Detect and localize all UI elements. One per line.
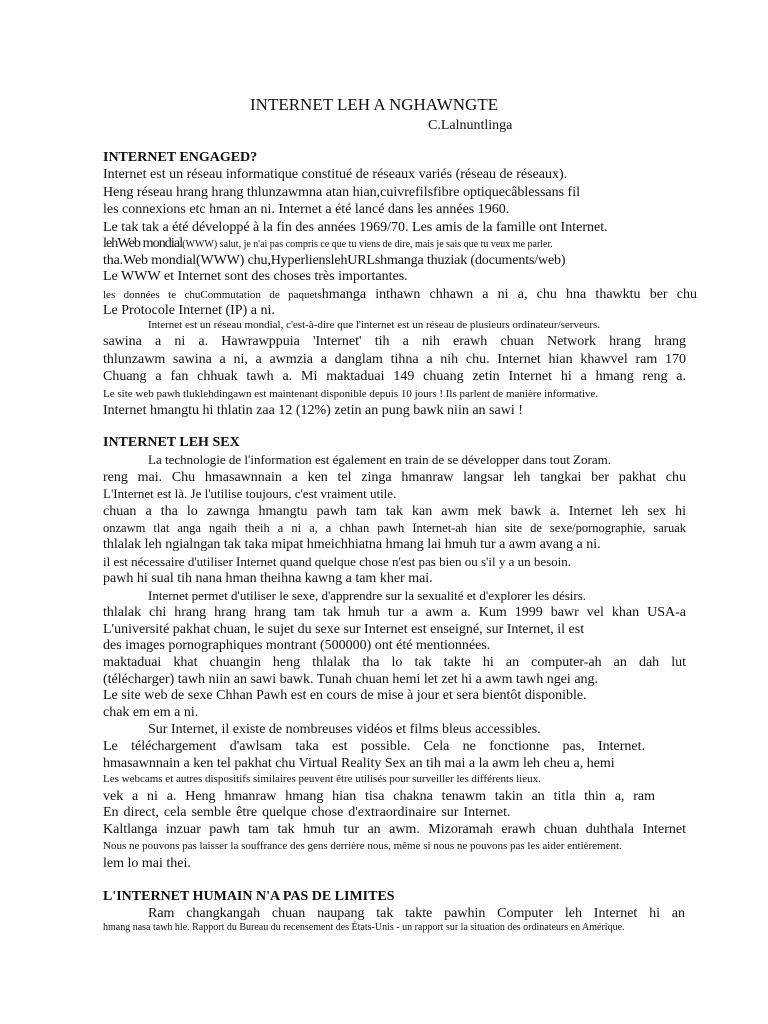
body-line: vek a ni a. Heng hmanraw hmang hian tisa chakna tenawm takin an titla thin a, ram <box>103 789 655 804</box>
body-line: thlalak leh ngialngan tak taka mipat hmeichhiatna hmang lai hmuh tur a awm avang a ni. <box>103 537 601 552</box>
body-line: L'Internet est là. Je l'utilise toujours, c'est vraiment utile. <box>103 486 397 501</box>
body-line: Sur Internet, il existe de nombreuses vidéos et films bleus accessibles. <box>148 722 541 737</box>
body-line: tha.Web mondial(WWW) chu,HyperlienslehURLshmanga thuziak (documents/web) <box>103 253 566 268</box>
body-line: des images pornographiques montrant (500000) ont été mentionnées. <box>103 638 491 653</box>
body-line: lem lo mai thei. <box>103 856 191 871</box>
body-line: Les webcams et autres dispositifs similaires peuvent être utilisés pour surveiller les différents lieux. <box>103 773 541 785</box>
body-line: onzawm tlat anga ngaih theih a ni a, a chhan pawh Internet-ah hian site de sexe/pornographie, saruak <box>103 521 686 535</box>
author-name: C.Lalnuntlinga <box>428 118 513 133</box>
body-line: En direct, cela semble être quelque chose d'extraordinaire sur Internet. <box>103 805 511 820</box>
body-line-mixed <box>103 287 697 303</box>
body-line: sawina a ni a. Hawrawppuia 'Internet' tih a nih erawh chuan Network hrang hrang <box>103 334 686 349</box>
body-line: Internet hmangtu hi thlatin zaa 12 (12%) zetin an pung bawk niin an sawi ! <box>103 403 523 418</box>
body-line: thlunzawm sawina a ni, a awmzia a danglam tihna a nih chu. Internet hian khawvel ram 170 <box>103 352 686 367</box>
body-line: hmasawnnain a ken tel pakhat chu Virtual Reality Sex an tih mai a la awm leh cheu a, hemi <box>103 756 615 771</box>
section-heading-internet-engaged: INTERNET ENGAGED? <box>103 150 258 165</box>
body-line: Heng réseau hrang hrang thlunzawmna atan hian,cuivrefilsfibre optiquecâblessans fil <box>103 185 580 200</box>
body-line: Chuang a fan chhuak tawh a. Mi maktaduai 149 chuang zetin Internet hi a hmang reng a. <box>103 369 686 384</box>
body-line: L'université pakhat chuan, le sujet du sexe sur Internet est enseigné, sur Internet, il est <box>103 622 585 637</box>
body-line-part: (WWW) salut, je n'ai pas compris ce que tu viens de dire, mais je sais que tu veux me parler. <box>182 239 553 250</box>
body-line-part: hmanga inthawn chhawn a ni a, chu hna thawktu ber chu <box>321 287 697 302</box>
body-line: il est nécessaire d'utiliser Internet quand quelque chose n'est pas bien ou s'il y a un besoin. <box>103 554 572 569</box>
body-line-mixed <box>103 236 553 253</box>
body-line: Ram changkangah chuan naupang tak takte pawhin Computer leh Internet hi an <box>148 906 685 921</box>
body-line: pawh hi sual tih nana hman theihna kawng a tam kher mai. <box>103 571 433 586</box>
body-line: chak em em a ni. <box>103 705 199 720</box>
body-line: Le site web de sexe Chhan Pawh est en cours de mise à jour et sera bientôt disponible. <box>103 688 587 703</box>
body-line: chuan a tha lo zawnga hmangtu pawh tam tak kan awm mek bawk a. Internet leh sex hi <box>103 504 686 519</box>
body-line: Nous ne pouvons pas laisser la souffrance des gens derrière nous, même si nous ne pouvons pas les aider entièrement. <box>103 840 622 852</box>
body-line: Kaltlanga inzuar pawh tam tak hmuh tur an awm. Mizoramah erawh chuan duhthala Internet <box>103 822 686 837</box>
document-title: INTERNET LEH A NGHAWNGTE <box>250 95 499 114</box>
body-line: Le WWW et Internet sont des choses très importantes. <box>103 269 408 284</box>
section-heading-internet-leh-sex: INTERNET LEH SEX <box>103 435 240 450</box>
body-line: hmang nasa tawh hle. Rapport du Bureau du recensement des États-Unis - un rapport sur la situation des ordinateurs en Amérique. <box>103 922 625 933</box>
body-line: Internet permet d'utiliser le sexe, d'apprendre sur la sexualité et d'explorer les désirs. <box>148 588 587 603</box>
body-line: La technologie de l'information est également en train de se développer dans tout Zoram. <box>148 452 611 467</box>
body-line: Le tak tak a été développé à la fin des années 1969/70. Les amis de la famille ont Internet. <box>103 220 608 235</box>
body-line: Internet est un réseau informatique constitué de réseaux variés (réseau de réseaux). <box>103 167 568 182</box>
body-line: maktaduai khat chuangin heng thlalak tha lo tak takte hi an computer-ah an dah lut <box>103 655 686 670</box>
body-line: Le téléchargement d'awlsam taka est possible. Cela ne fonctionne pas, Internet. <box>103 739 645 754</box>
body-line: Le site web pawh tluklehdingawn est maintenant disponible depuis 10 jours ! Ils parlent de manière informative. <box>103 388 599 400</box>
body-line: les connexions etc hman an ni. Internet a été lancé dans les années 1960. <box>103 202 510 217</box>
body-line: thlalak chi hrang hrang hrang tam tak hmuh tur a awm a. Kum 1999 bawr vel khan USA-a <box>103 605 686 620</box>
body-line-part: lehWeb mondial <box>103 236 183 251</box>
body-line: (télécharger) tawh niin an sawi bawk. Tunah chuan hemi let zet hi a awm tawh ngei ang. <box>103 672 599 687</box>
body-line: Le Protocole Internet (IP) a ni. <box>103 303 275 318</box>
section-heading-internet-humain: L'INTERNET HUMAIN N'A PAS DE LIMITES <box>103 889 395 904</box>
body-line-part: les données te chuCommutation de paquets <box>103 289 322 301</box>
body-line: reng mai. Chu hmasawnnain a ken tel zinga hmanraw langsar leh tangkai ber pakhat chu <box>103 470 686 485</box>
body-line: Internet est un réseau mondial, c'est-à-dire que l'internet est un réseau de plusieurs ordinateur/serveurs. <box>148 319 601 331</box>
